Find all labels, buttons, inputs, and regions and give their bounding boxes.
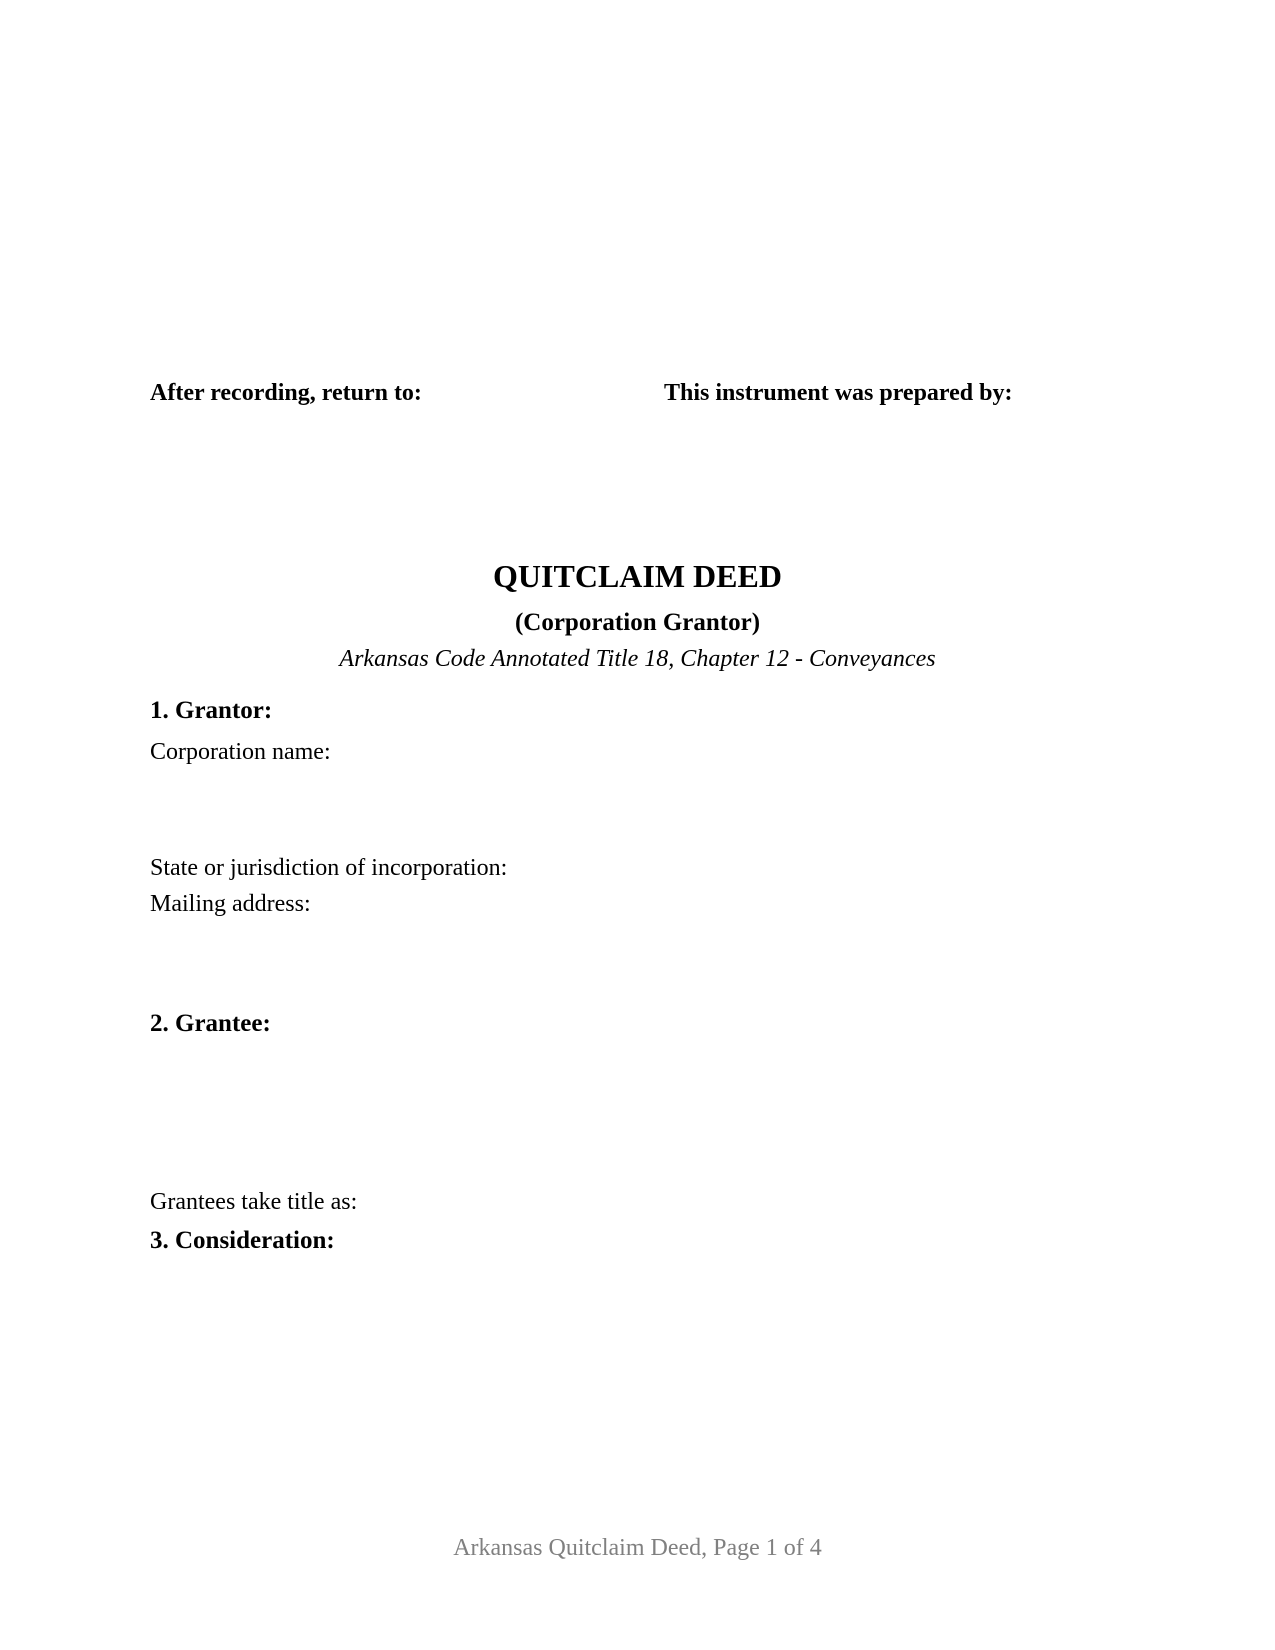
document-subtitle: (Corporation Grantor): [514, 609, 761, 636]
state-of-incorporation-field[interactable]: [530, 852, 910, 882]
state-of-incorporation-label: State or jurisdiction of incorporation:: [150, 855, 508, 881]
grantee-heading: 2. Grantee:: [150, 1010, 271, 1037]
corporation-name-field[interactable]: [340, 736, 1120, 836]
grantees-take-title-label: Grantees take title as:: [150, 1189, 358, 1215]
return-to-field[interactable]: [150, 420, 610, 540]
prepared-by-field[interactable]: [664, 420, 1124, 540]
grantor-heading: 1. Grantor:: [150, 697, 273, 724]
prepared-by-label: This instrument was prepared by:: [664, 380, 1013, 406]
page-footer: Arkansas Quitclaim Deed, Page 1 of 4: [453, 1535, 822, 1561]
grantees-take-title-field[interactable]: [375, 1186, 875, 1216]
statute-reference: Arkansas Code Annotated Title 18, Chapter 12 - Conveyances: [339, 646, 936, 672]
consideration-field[interactable]: [150, 1265, 1120, 1445]
mailing-address-field[interactable]: [320, 888, 1120, 988]
return-to-label: After recording, return to:: [150, 380, 422, 406]
grantee-field[interactable]: [150, 1050, 1120, 1170]
consideration-heading: 3. Consideration:: [150, 1227, 335, 1254]
corporation-name-label: Corporation name:: [150, 739, 331, 765]
document-title: QUITCLAIM DEED: [493, 558, 782, 594]
mailing-address-label: Mailing address:: [150, 891, 311, 917]
